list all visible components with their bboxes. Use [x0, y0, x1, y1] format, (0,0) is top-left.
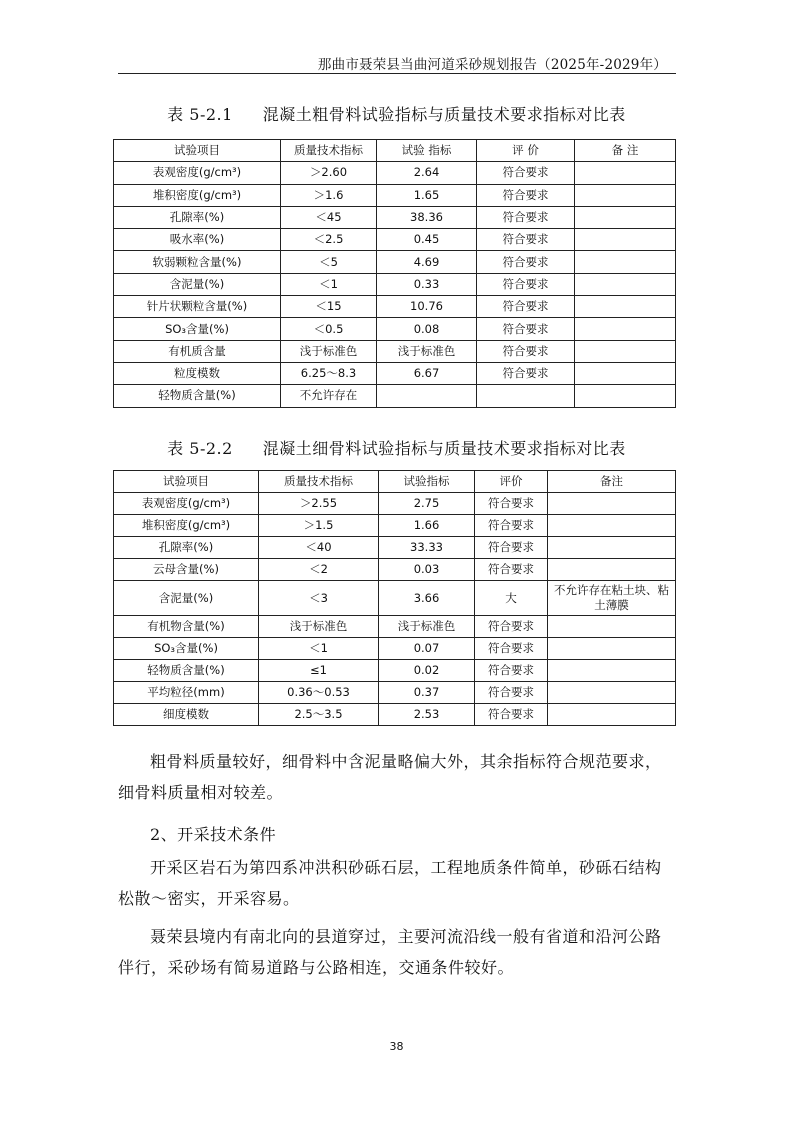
table-cell: ＜2.5: [281, 229, 377, 251]
table-cell: 符合要求: [475, 616, 548, 638]
table-row: [114, 296, 676, 318]
traffic-paragraph: 聂荣县境内有南北向的县道穿过，主要河流沿线一般有省道和沿河公路伴行，采砂场有简易道路与公路相连，交通条件较好。: [118, 927, 662, 977]
table-cell: [548, 493, 676, 515]
table-cell: 2.5～3.5: [259, 704, 379, 726]
table-cell: 0.36～0.53: [259, 682, 379, 704]
table-cell: [548, 704, 676, 726]
table-cell: 轻物质含量(%): [114, 385, 281, 407]
coarse-aggregate-table: [113, 139, 676, 408]
table-cell: ＜15: [281, 296, 377, 318]
table-cell: 表观密度(g/cm³): [114, 493, 259, 515]
table-cell: [548, 638, 676, 660]
column-header: 试验项目: [114, 471, 259, 493]
table-cell: 细度模数: [114, 704, 259, 726]
table-cell: 符合要求: [477, 362, 575, 384]
table-cell: 4.69: [377, 251, 477, 273]
table-cell: [575, 273, 676, 295]
table-row: [114, 559, 676, 581]
column-header: 试验 指标: [377, 140, 477, 162]
table-row: [114, 660, 676, 682]
table-cell: 堆积密度(g/cm³): [114, 184, 281, 206]
table-cell: 0.07: [379, 638, 475, 660]
table-cell: [548, 682, 676, 704]
column-header: 质量技术指标: [259, 471, 379, 493]
table-cell: 有机质含量: [114, 340, 281, 362]
column-header: 试验指标: [379, 471, 475, 493]
table-cell: [575, 206, 676, 228]
table-cell: ＞2.60: [281, 162, 377, 184]
header-divider: [118, 73, 676, 74]
table-cell: [575, 251, 676, 273]
table-cell: [377, 385, 477, 407]
table-cell: 0.37: [379, 682, 475, 704]
table-cell: 6.25～8.3: [281, 362, 377, 384]
table-cell: ＜2: [259, 559, 379, 581]
table-row: [114, 184, 676, 206]
table-cell: 符合要求: [475, 493, 548, 515]
summary-paragraph: 粗骨料质量较好，细骨料中含泥量略偏大外，其余指标符合规范要求，细骨料质量相对较差。: [118, 752, 662, 802]
table-cell: 1.66: [379, 515, 475, 537]
table-cell: 2.53: [379, 704, 475, 726]
table-row: [114, 581, 676, 616]
table-cell: 符合要求: [477, 162, 575, 184]
table-cell: 符合要求: [475, 515, 548, 537]
table-cell: [548, 559, 676, 581]
table-cell: ＜1: [281, 273, 377, 295]
table-cell: 符合要求: [475, 559, 548, 581]
table-cell: SO₃含量(%): [114, 638, 259, 660]
table-cell: ＜40: [259, 537, 379, 559]
table-cell: 0.02: [379, 660, 475, 682]
table-cell: ＜3: [259, 581, 379, 616]
table-cell: 浅于标准色: [377, 340, 477, 362]
table-row: [114, 704, 676, 726]
table-cell: 符合要求: [475, 704, 548, 726]
table2-caption: [0, 436, 793, 459]
table-cell: 针片状颗粒含量(%): [114, 296, 281, 318]
table-cell: 符合要求: [477, 184, 575, 206]
fine-aggregate-table: [113, 470, 676, 726]
table-cell: [548, 537, 676, 559]
table-cell: 轻物质含量(%): [114, 660, 259, 682]
column-header: 备注: [548, 471, 676, 493]
table-cell: 0.33: [377, 273, 477, 295]
table-cell: [575, 385, 676, 407]
table-cell: ＜5: [281, 251, 377, 273]
table-cell: 符合要求: [477, 318, 575, 340]
table-cell: 10.76: [377, 296, 477, 318]
table-cell: SO₃含量(%): [114, 318, 281, 340]
table-cell: 平均粒径(mm): [114, 682, 259, 704]
table2-title: 混凝土细骨料试验指标与质量技术要求指标对比表: [262, 439, 626, 458]
table-cell: [548, 515, 676, 537]
table-cell: 符合要求: [477, 251, 575, 273]
table-cell: 0.45: [377, 229, 477, 251]
table-cell: 孔隙率(%): [114, 206, 281, 228]
table-cell: 浅于标准色: [259, 616, 379, 638]
table-cell: 38.36: [377, 206, 477, 228]
table-row: [114, 682, 676, 704]
table-cell: [575, 184, 676, 206]
table-cell: 符合要求: [475, 682, 548, 704]
table-row: [114, 273, 676, 295]
table-cell: [575, 162, 676, 184]
table-cell: 含泥量(%): [114, 273, 281, 295]
header-row: [114, 140, 676, 162]
table-row: [114, 362, 676, 384]
table-cell: [575, 340, 676, 362]
table-cell: 粒度模数: [114, 362, 281, 384]
table-cell: 不允许存在: [281, 385, 377, 407]
table-cell: 浅于标准色: [379, 616, 475, 638]
table-cell: 符合要求: [475, 660, 548, 682]
section-heading: 2、开采技术条件: [150, 825, 277, 844]
table-cell: [548, 660, 676, 682]
table-cell: 1.65: [377, 184, 477, 206]
column-header: 评 价: [477, 140, 575, 162]
table-cell: ＞1.6: [281, 184, 377, 206]
table-cell: 0.03: [379, 559, 475, 581]
column-header: 质量技术指标: [281, 140, 377, 162]
table-cell: 软弱颗粒含量(%): [114, 251, 281, 273]
table-cell: 符合要求: [475, 537, 548, 559]
table-cell: 6.67: [377, 362, 477, 384]
table-cell: 33.33: [379, 537, 475, 559]
table-row: [114, 537, 676, 559]
table-cell: 符合要求: [477, 340, 575, 362]
header-row: [114, 471, 676, 493]
table-cell: 浅于标准色: [281, 340, 377, 362]
table-cell: 符合要求: [475, 638, 548, 660]
table1-number: 表 5-2.1: [167, 105, 233, 124]
table-cell: [575, 229, 676, 251]
table-cell: [575, 362, 676, 384]
table-row: [114, 385, 676, 407]
geology-paragraph: 开采区岩石为第四系冲洪积砂砾石层，工程地质条件简单，砂砾石结构松散～密实，开采容易。: [118, 858, 662, 908]
column-header: 备 注: [575, 140, 676, 162]
table1-title: 混凝土粗骨料试验指标与质量技术要求指标对比表: [262, 105, 626, 124]
table-cell: [575, 318, 676, 340]
table-cell: 符合要求: [477, 273, 575, 295]
table-cell: ＜0.5: [281, 318, 377, 340]
table-cell: 含泥量(%): [114, 581, 259, 616]
table-cell: 孔隙率(%): [114, 537, 259, 559]
table-cell: 有机物含量(%): [114, 616, 259, 638]
table-cell: ≤1: [259, 660, 379, 682]
table-cell: ＜1: [259, 638, 379, 660]
table-row: [114, 206, 676, 228]
table-cell: 云母含量(%): [114, 559, 259, 581]
table-cell: 堆积密度(g/cm³): [114, 515, 259, 537]
table-cell: [575, 296, 676, 318]
table-row: [114, 493, 676, 515]
page-number: 38: [389, 1040, 404, 1053]
table-cell: ＞1.5: [259, 515, 379, 537]
column-header: 评价: [475, 471, 548, 493]
table-row: [114, 340, 676, 362]
table-cell: ＞2.55: [259, 493, 379, 515]
table-cell: 符合要求: [477, 206, 575, 228]
table-cell: 大: [475, 581, 548, 616]
table-row: [114, 162, 676, 184]
table-row: [114, 515, 676, 537]
table-cell: 吸水率(%): [114, 229, 281, 251]
table-cell: 2.75: [379, 493, 475, 515]
table-row: [114, 616, 676, 638]
table-cell: [548, 616, 676, 638]
table2-number: 表 5-2.2: [167, 439, 233, 458]
table-cell: 表观密度(g/cm³): [114, 162, 281, 184]
table-cell: [477, 385, 575, 407]
table-cell: 2.64: [377, 162, 477, 184]
table-cell: 符合要求: [477, 296, 575, 318]
table-row: [114, 638, 676, 660]
table-row: [114, 251, 676, 273]
table-cell: 符合要求: [477, 229, 575, 251]
running-header: 那曲市聂荣县当曲河道采砂规划报告（2025年-2029年）: [317, 57, 667, 73]
table-cell: 不允许存在粘土块、粘土薄膜: [548, 581, 676, 616]
table-cell: ＜45: [281, 206, 377, 228]
column-header: 试验项目: [114, 140, 281, 162]
table-row: [114, 318, 676, 340]
table1-caption: [0, 102, 793, 125]
table-row: [114, 229, 676, 251]
table-cell: 3.66: [379, 581, 475, 616]
table-cell: 0.08: [377, 318, 477, 340]
